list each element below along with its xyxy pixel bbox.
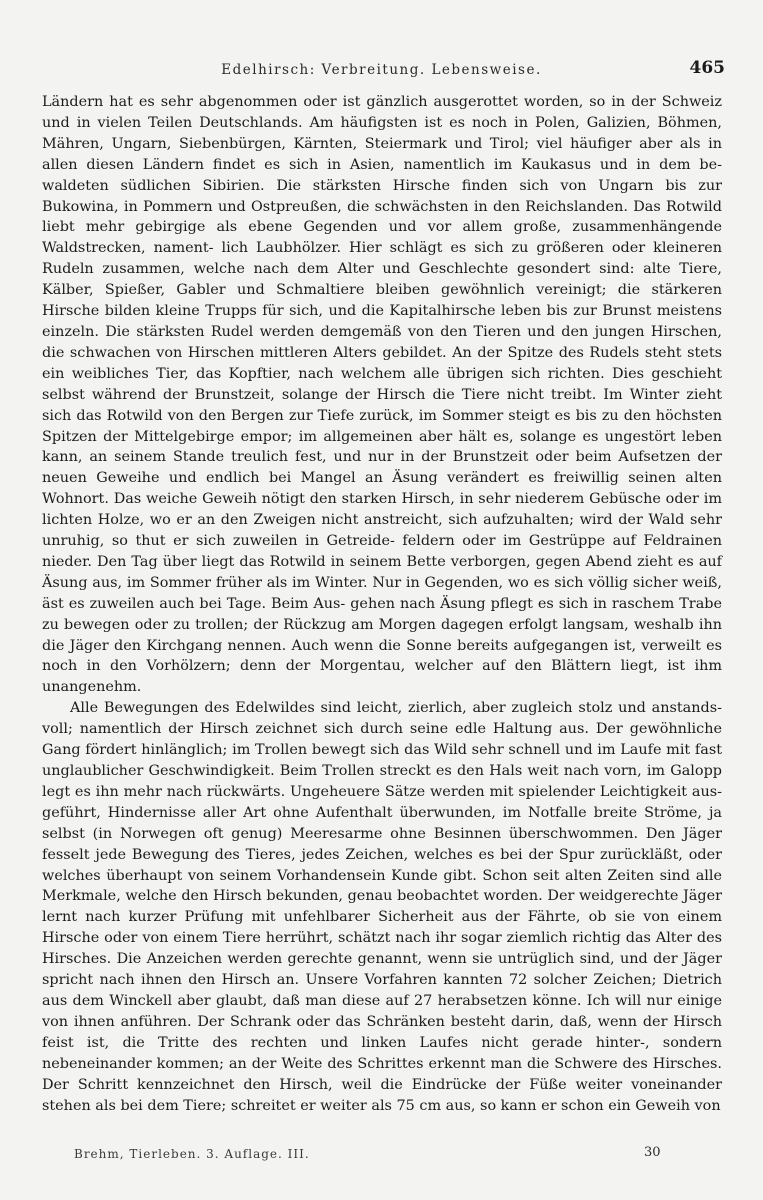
book-reference: Brehm, Tierleben. 3. Auflage. III.: [74, 1147, 310, 1161]
running-title: Edelhirsch: Verbreitung. Lebensweise.: [221, 62, 542, 78]
paragraph: Alle Bewegungen des Edelwildes sind leicht, zierlich, aber zugleich stolz und anstands- voll; namentlich der Hirsch zeichnet sich durch seine edle Haltung aus. Der gewöhnliche Gang fördert hinlänglich; im Trollen bewegt sich das Wild sehr schnell und im Laufe mit fast unglaublicher Geschwindigkeit. Beim Trollen streckt es den Hals weit nach vorn, im Galopp legt es ihn mehr nach rückwärts. Ungeheuere Sätze werden mit spielender Leichtigkeit aus- geführt, Hindernisse aller Art ohne Aufenthalt überwunden, im Notfalle breite Ströme, ja selbst (in Norwegen oft genug) Meeresarme ohne Besinnen überschwommen. Den Jäger fesselt jede Bewegung des Tieres, jedes Zeichen, welches es bei der Spur zurückläßt, oder welches überhaupt von seinem Vorhandensein Kunde gibt. Schon seit alten Zeiten sind alle Merkmale, welche den Hirsch bekunden, genau beobachtet worden. Der weidgerechte Jäger lernt nach kurzer Prüfung mit unfehlbarer Sicherheit aus der Fährte, ob sie von einem Hirsche oder von einem Tiere herrührt, schätzt nach ihr sogar ziemlich richtig das Alter des Hirsches. Die Anzeichen werden gerechte genannt, wenn sie untrüglich sind, und der Jäger spricht nach ihnen den Hirsch an. Unsere Vorfahren kannten 72 solcher Zeichen; Dietrich aus dem Winckell aber glaubt, daß man diese auf 27 herabsetzen könne. Ich will nur einige von ihnen anführen. Der Schrank oder das Schränken besteht darin, daß, wenn der Hirsch feist ist, die Tritte des rechten und linken Laufes nicht gerade hinter-, sondern nebeneinander kommen; an der Weite des Schrittes erkennt man die Schwere des Hirsches. Der Schritt kennzeichnet den Hirsch, weil die Eindrücke der Füße weiter voneinander stehen als bei dem Tiere; schreitet er weiter als 75 cm aus, so kann er schon ein Geweih von: [42, 700, 722, 1114]
page-number: 465: [689, 58, 725, 78]
body-text: [42, 92, 722, 1116]
page-footer: [0, 1143, 763, 1165]
paragraph: Ländern hat es sehr abgenommen oder ist gänzlich ausgerottet worden, so in der Schweiz und in vielen Teilen Deutschlands. Am häufigsten ist es noch in Polen, Galizien, Böhmen, Mähren, Ungarn, Siebenbürgen, Kärnten, Steiermark und Tirol; viel häufiger aber als in allen diesen Ländern findet es sich in Asien, namentlich im Kaukasus und in dem be- waldeten südlichen Sibirien. Die stärksten Hirsche finden sich von Ungarn bis zur Bukowina, in Pommern und Ostpreußen, die schwächsten in den Reichslanden. Das Rotwild liebt mehr gebirgige als ebene Gegenden und vor allem große, zusammenhängende Waldstrecken, nament- lich Laubhölzer. Hier schlägt es sich zu größeren oder kleineren Rudeln zusammen, welche nach dem Alter und Geschlechte gesondert sind: alte Tiere, Kälber, Spießer, Gabler und Schmaltiere bleiben gewöhnlich vereinigt; die stärkeren Hirsche bilden kleine Trupps für sich, und die Kapitalhirsche leben bis zur Brunst meistens einzeln. Die stärksten Rudel werden demgemäß von den Tieren und den jungen Hirschen, die schwachen von Hirschen mittleren Alters gebildet. An der Spitze des Rudels steht stets ein weibliches Tier, das Kopftier, nach welchem alle übrigen sich richten. Dies geschieht selbst während der Brunstzeit, solange der Hirsch die Tiere nicht treibt. Im Winter zieht sich das Rotwild von den Bergen zur Tiefe zurück, im Sommer steigt es bis zu den höchsten Spitzen der Mittelgebirge empor; im allgemeinen aber hält es, solange es ungestört leben kann, an seinem Stande treulich fest, und nur in der Brunstzeit oder beim Aufsetzen der neuen Geweihe und endlich bei Mangel an Äsung verändert es freiwillig seinen alten Wohnort. Das weiche Geweih nötigt den starken Hirsch, in sehr niederem Gebüsche oder im lichten Holze, wo er an den Zweigen nicht anstreicht, sich aufzuhalten; wird der Wald sehr unruhig, so thut er sich zuweilen in Getreide- feldern oder im Gestrüppe auf Feldrainen nieder. Den Tag über liegt das Rotwild in seinem Bette verborgen, gegen Abend zieht es auf Äsung aus, im Sommer früher als im Winter. Nur in Gegenden, wo es sich völlig sicher weiß, äst es zuweilen auch bei Tage. Beim Aus- gehen nach Äsung pflegt es sich in raschem Trabe zu bewegen oder zu trollen; der Rückzug am Morgen dagegen erfolgt langsam, weshalb ihn die Jäger den Kirchgang nennen. Auch wenn die Sonne bereits aufgegangen ist, verweilt es noch in den Vorhölzern; denn der Morgentau, welcher auf den Blättern liegt, ist ihm unangenehm.: [42, 94, 722, 696]
page-header: [0, 58, 763, 84]
signature-mark: 30: [644, 1145, 661, 1160]
